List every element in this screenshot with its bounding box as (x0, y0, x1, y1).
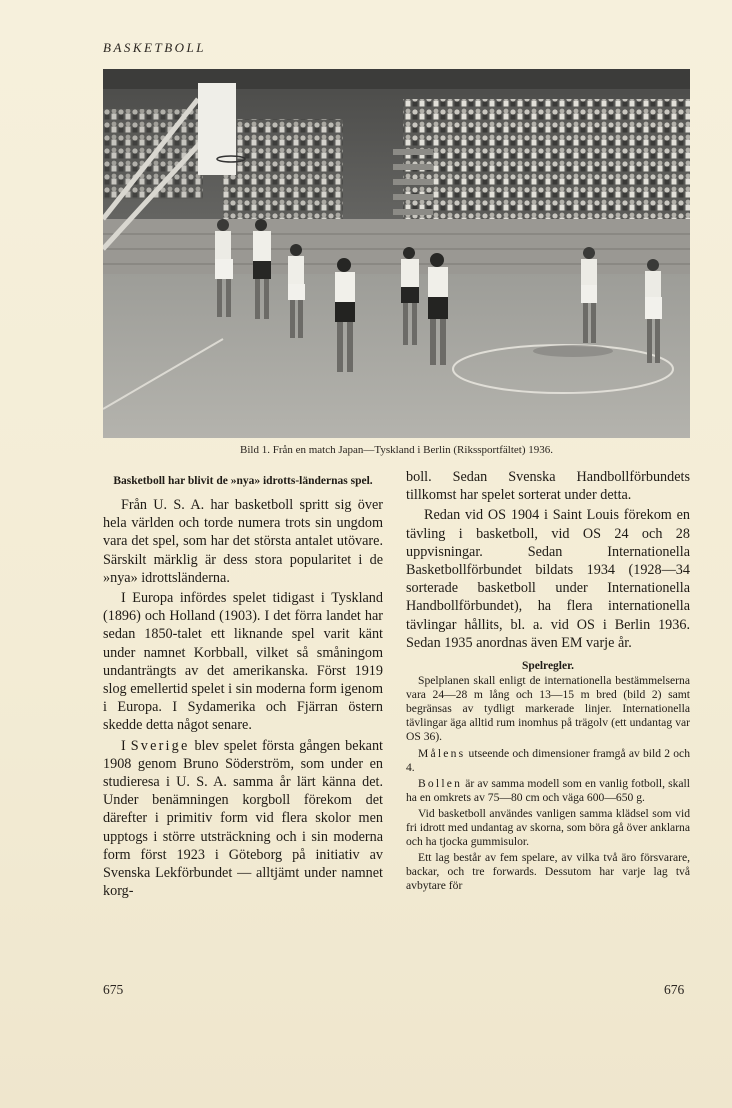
section-subheading: Basketboll har blivit de »nya» idrotts-ländernas spel. (113, 475, 373, 487)
rules-heading: Spelregler. (521, 660, 575, 673)
rules-paragraph (406, 747, 690, 775)
rules-paragraph: Vid basketboll användes vanligen samma klädsel som vid fri idrott med undantag av skorna, som böra gå över anklarna och ha tjocka gummisulor. (406, 806, 690, 849)
left-column (103, 468, 383, 902)
emphasized-word: Sverige (130, 737, 190, 754)
page-number-left: 675 (103, 982, 124, 997)
basketball-match-photo (103, 69, 690, 438)
photo-illustration (103, 69, 690, 438)
paragraph: I Europa infördes spelet tidigast i Tyskland (1896) och Holland (1903). I det förra landet har sedan 1850-talet ett liknande spel varit känt under namnet Korbball, vilket så småningom undanträngts av det amerikanska. Först 1919 slog emellertid spelet i sin moderna form igenom i Europa. I Sydamerika och Fjärran östern skedde detta något senare. (103, 590, 383, 734)
rules-paragraph (406, 777, 690, 805)
page-number-right: 676 (664, 982, 685, 997)
right-column (406, 468, 690, 895)
paragraph-text: blev spelet första gången bekant 1908 genom Bruno Söderström, som under en studieresa i U. S. A. samma år lärt känna det. Under benämningen korgboll förekom det därefter i primitiv form vid flera skolor men upptogs i större utsträckning och i sin moderna form först 1923 i Göteborg på initiativ av Svenska Lekförbundet — alltjämt under namnet korg- (103, 737, 383, 900)
paragraph: Redan vid OS 1904 i Saint Louis förekom en tävling i basketboll, vid OS 24 och 28 uppvisningar. Sedan Internationella Basketbollförbundet bildats 1934 (1928—34 sorterade basketboll under Internationella Handbollförbundet), ha flera internationella tävlingar hållits, bl. a. vid OS i Berlin 1936. Sedan 1935 anordnas även EM varje år. (406, 507, 690, 651)
running-head: BASKETBOLL (103, 40, 207, 55)
rules-paragraph: Spelplanen skall enligt de internationella bestämmelserna vara 24—28 m lång och 13—15 m bred (bild 2) samt begränsas av tydligt markerade linjer. Internationella tävlingar äga alltid rum inomhus på trägolv (ett undantag var OS 36). (406, 674, 690, 744)
paragraph-text: utseende och dimensioner framgå av bild 2 och 4. (406, 746, 690, 774)
figure-caption: Bild 1. Från en match Japan—Tyskland i Berlin (Rikssportfältet) 1936. (240, 444, 553, 456)
emphasized-word: Bollen (418, 776, 463, 790)
paragraph-prefix: I (121, 737, 131, 754)
paragraph-text: är av samma modell som en vanlig fotboll, skall ha en omkrets av 75—80 cm och väga 600—650 g. (406, 776, 690, 804)
paragraph: Från U. S. A. har basketboll spritt sig över hela världen och torde numera trots sin ungdom vara det spel, som har det största antalet utövare. Särskilt märklig är dess stora popularitet i de »nya» idrottsländerna. (103, 497, 383, 586)
paragraph: boll. Sedan Svenska Handbollförbundets tillkomst har spelet sorterat under detta. (406, 469, 690, 504)
emphasized-word: Målens (418, 746, 466, 760)
paragraph (103, 737, 383, 901)
rules-paragraph: Ett lag består av fem spelare, av vilka två äro försvarare, backar, och tre forwards. Dessutom har varje lag två avbytare för (406, 851, 690, 893)
